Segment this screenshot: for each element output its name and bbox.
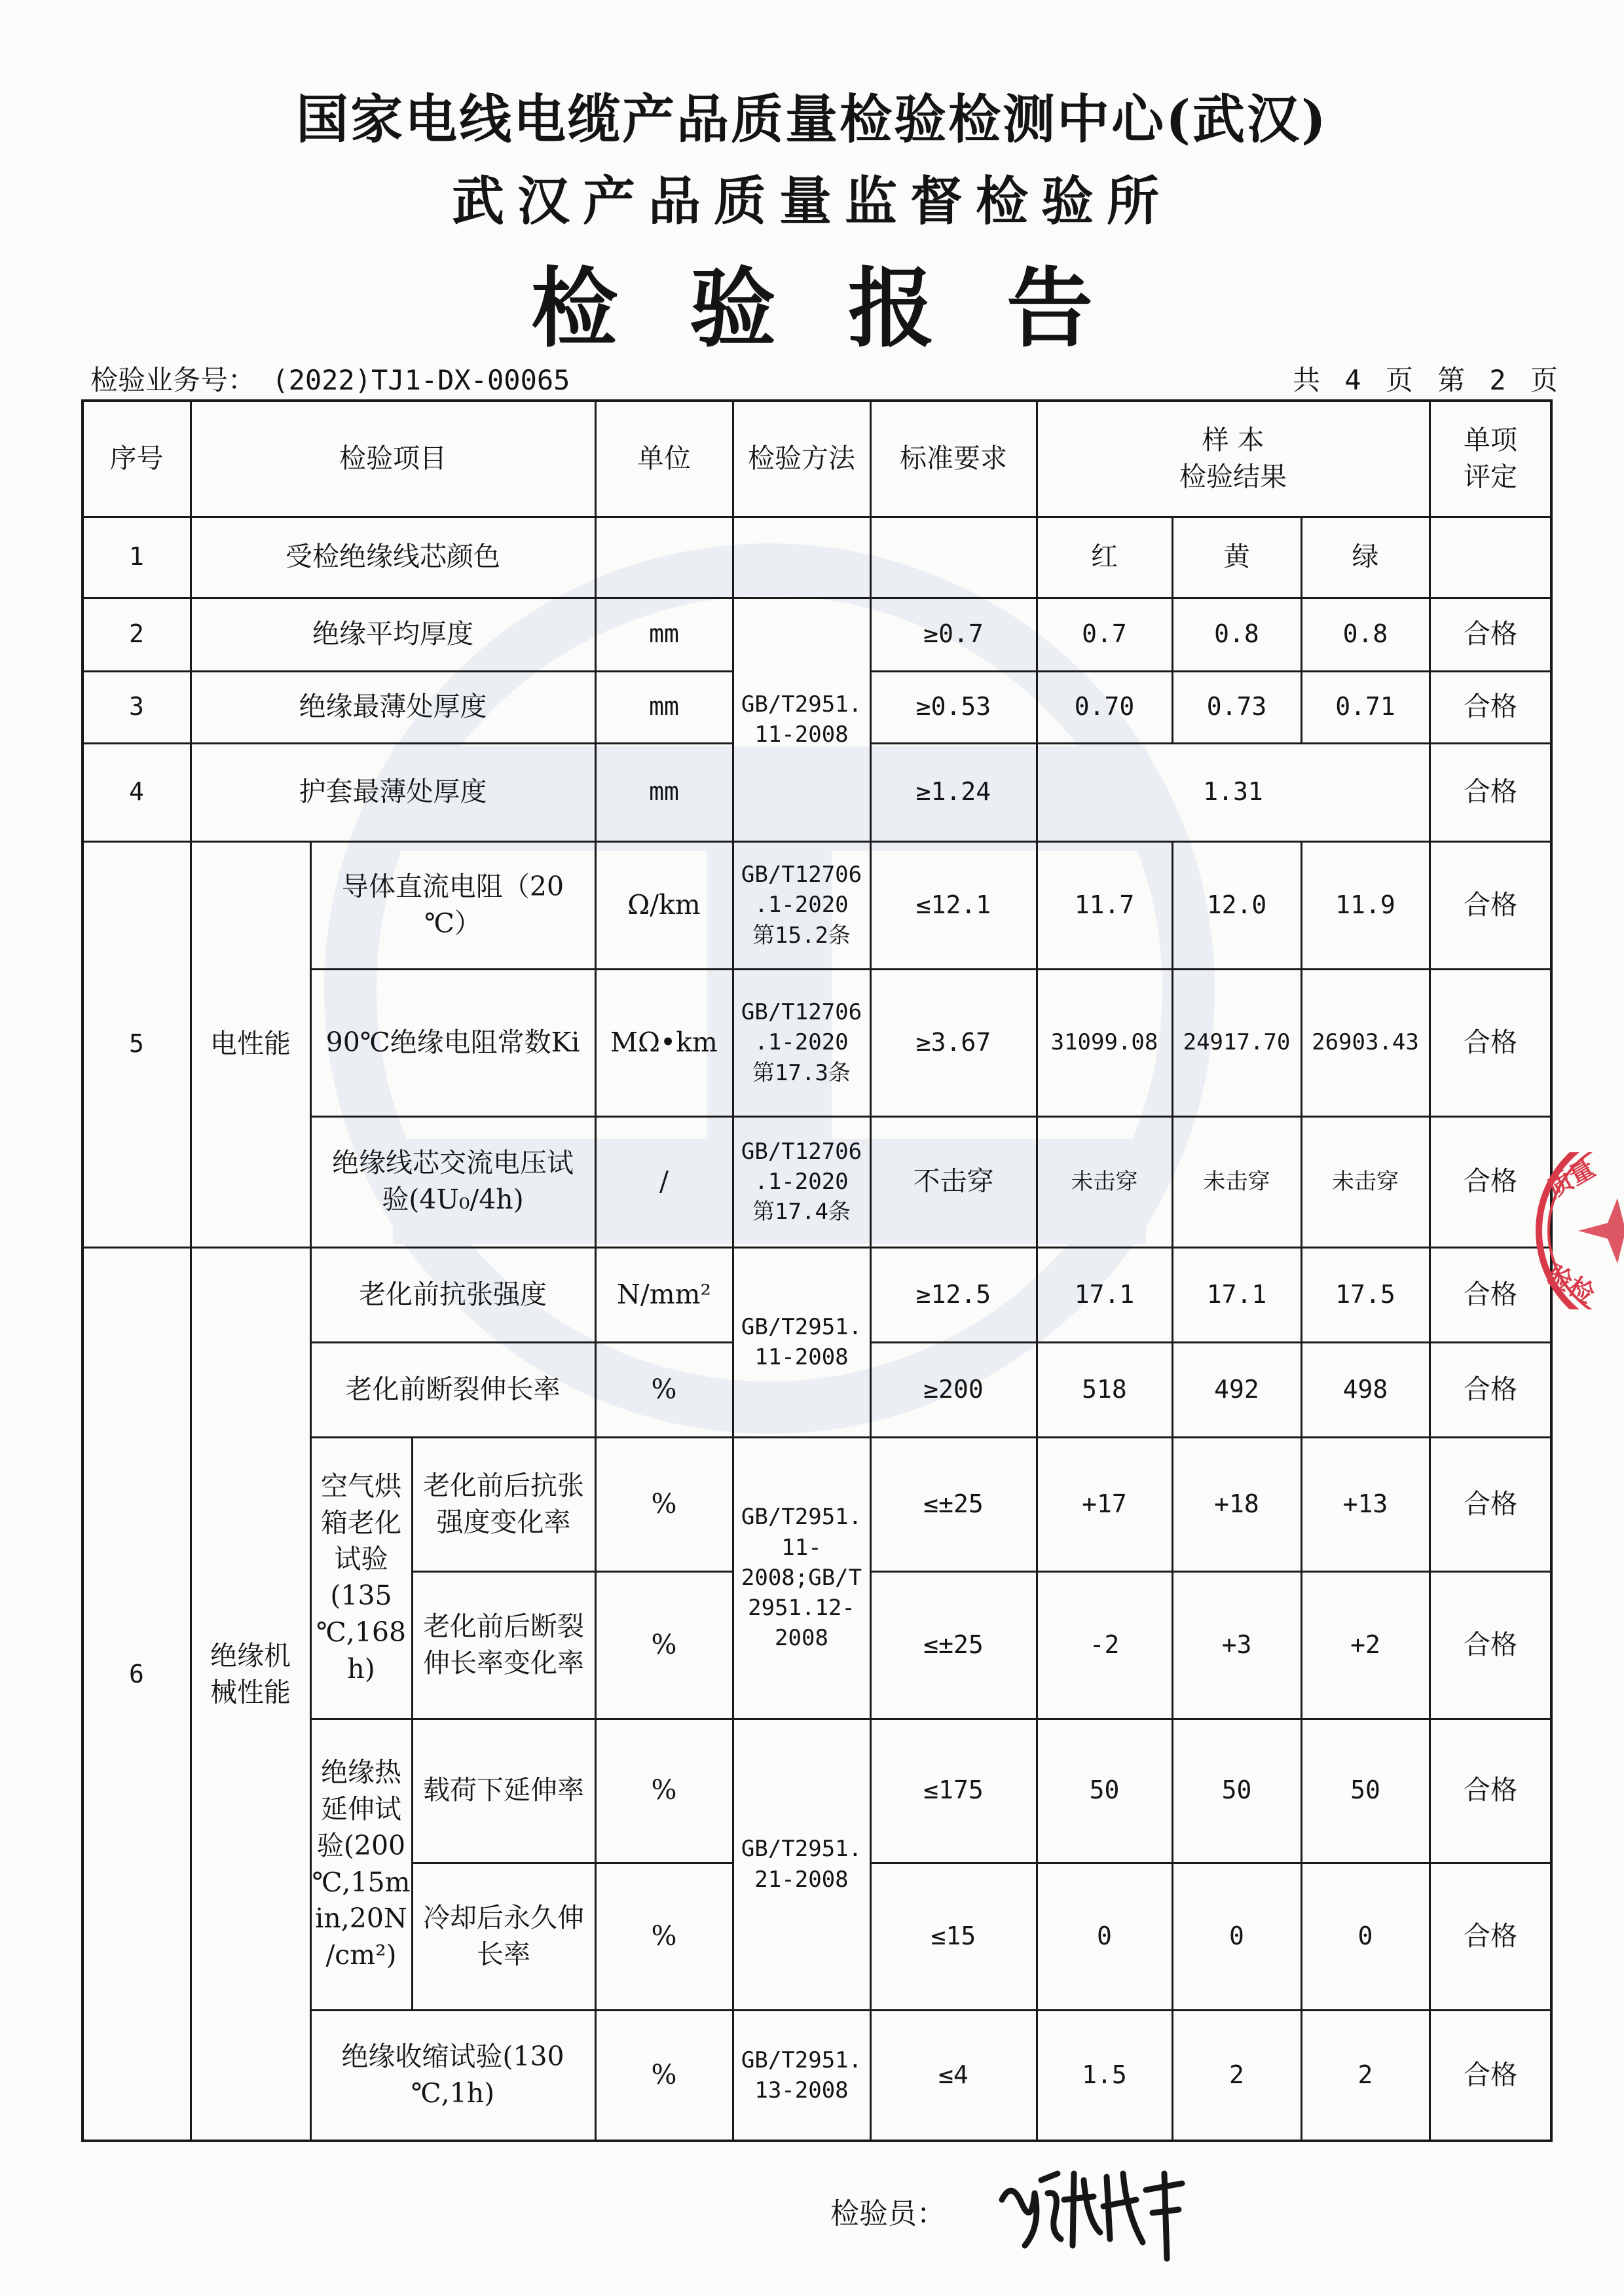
g6r2-val2: 492 xyxy=(1214,1374,1259,1404)
g6r2-unit: % xyxy=(651,1373,677,1405)
row3-req: ≥0.53 xyxy=(915,692,991,721)
g6r1-val1: 17.1 xyxy=(1074,1279,1135,1309)
method-rows-2-4: GB/T2951. 11-2008 xyxy=(741,691,862,748)
g6r1-val2: 17.1 xyxy=(1206,1279,1267,1309)
row2-val3: 0.8 xyxy=(1342,619,1388,649)
shrink-method: GB/T2951. 13-2008 xyxy=(741,2047,862,2104)
vline-val12-top xyxy=(1172,517,1173,743)
header-requirement: 标准要求 xyxy=(900,442,1007,474)
vline-unit xyxy=(595,401,597,2141)
shrink-req: ≤4 xyxy=(938,2060,969,2090)
vline-req xyxy=(870,401,872,2141)
g5r1-verdict: 合格 xyxy=(1464,888,1517,920)
g6r1-unit: N/mm² xyxy=(617,1278,711,1310)
row3-verdict: 合格 xyxy=(1464,691,1517,723)
g6r2-val3: 498 xyxy=(1342,1374,1388,1404)
g5r1-req: ≤12.1 xyxy=(915,890,991,919)
hline-r4 xyxy=(83,841,1551,843)
oven-r1-item: 老化前后抗张 强度变化率 xyxy=(423,1469,584,1538)
g6-method-a: GB/T2951. 11-2008 xyxy=(741,1313,862,1370)
hotset-r1-val2: 50 xyxy=(1221,1776,1252,1805)
oven-r2-req: ≤±25 xyxy=(923,1630,984,1659)
color-red: 红 xyxy=(1091,541,1118,573)
g5r2-val2: 24917.70 xyxy=(1183,1029,1291,1056)
oven-r2-verdict: 合格 xyxy=(1464,1628,1517,1660)
g5r3-req: 不击穿 xyxy=(913,1165,994,1197)
oven-r1-verdict: 合格 xyxy=(1464,1487,1517,1520)
hotset-r2-verdict: 合格 xyxy=(1464,1920,1517,1952)
g5r1-val2: 12.0 xyxy=(1206,890,1267,919)
header-verdict: 单项 评定 xyxy=(1464,424,1517,492)
header-method: 检验方法 xyxy=(748,442,855,474)
hline-r1 xyxy=(83,597,1551,599)
oven-r1-val2: +18 xyxy=(1214,1489,1259,1518)
hline-oven2 xyxy=(310,1718,1551,1720)
row4-item: 护套最薄处厚度 xyxy=(299,776,487,808)
row1-item: 受检绝缘线芯颜色 xyxy=(286,541,500,573)
vline-result xyxy=(1036,401,1038,2141)
g5r1-unit: Ω/km xyxy=(627,888,701,920)
row4-req: ≥1.24 xyxy=(915,777,991,807)
g5r3-val1: 未击穿 xyxy=(1071,1168,1138,1195)
vline-seq xyxy=(190,401,192,2141)
oven-r2-val1: -2 xyxy=(1089,1630,1120,1659)
g5r2-item: 90℃绝缘电阻常数Ki xyxy=(325,1026,580,1058)
row2-val2: 0.8 xyxy=(1214,619,1259,649)
hotset-r1-val1: 50 xyxy=(1089,1776,1120,1805)
g6r1-req: ≥12.5 xyxy=(915,1279,991,1309)
shrink-item: 绝缘收缩试验(130 ℃,1h) xyxy=(341,2041,564,2109)
hotset-r1-verdict: 合格 xyxy=(1464,1774,1517,1806)
hline-hot1-left xyxy=(412,1862,733,1864)
hotset-r2-unit: % xyxy=(651,1920,677,1952)
row4-value: 1.31 xyxy=(1203,777,1263,807)
oven-r1-val1: +17 xyxy=(1082,1489,1127,1518)
oven-r2-val2: +3 xyxy=(1221,1630,1252,1659)
g5r3-unit: / xyxy=(659,1165,669,1197)
row2-unit: mm xyxy=(649,619,679,649)
oven-r1-val3: +13 xyxy=(1342,1489,1388,1518)
row3-val2: 0.73 xyxy=(1206,692,1267,721)
oven-r1-unit: % xyxy=(651,1487,677,1520)
group5-seq: 5 xyxy=(129,1029,144,1059)
g5r1-val3: 11.9 xyxy=(1335,890,1395,919)
row2-val1: 0.7 xyxy=(1082,619,1127,649)
official-seal-icon xyxy=(1526,1152,1624,1309)
g6r2-val1: 518 xyxy=(1082,1374,1127,1404)
hline-hot1-right xyxy=(870,1862,1551,1864)
row3-seq: 3 xyxy=(129,692,144,721)
shrink-val3: 2 xyxy=(1357,2060,1373,2090)
hline-g6r1-left xyxy=(310,1341,733,1343)
group5-label: 电性能 xyxy=(210,1028,291,1060)
shrink-val2: 2 xyxy=(1229,2060,1244,2090)
hotset-r2-val1: 0 xyxy=(1097,1921,1112,1950)
hline-g5 xyxy=(83,1247,1551,1248)
color-green: 绿 xyxy=(1352,541,1379,573)
g5r2-method: GB/T12706 .1-2020 第17.3条 xyxy=(741,999,862,1086)
hline-r3-right xyxy=(870,742,1551,744)
hotset-r2-val3: 0 xyxy=(1357,1921,1373,1950)
oven-aging-label: 空气烘 箱老化 试验 (135 ℃,168 h) xyxy=(316,1470,407,1685)
hotset-r1-val3: 50 xyxy=(1350,1776,1380,1805)
hotset-r1-item: 载荷下延伸率 xyxy=(423,1774,584,1806)
row4-verdict: 合格 xyxy=(1464,776,1517,808)
header-result: 样 本 检验结果 xyxy=(1179,424,1287,492)
g5r3-val2: 未击穿 xyxy=(1203,1168,1270,1195)
hotset-r2-item: 冷却后永久伸 长率 xyxy=(423,1901,584,1970)
group6-seq: 6 xyxy=(129,1659,144,1688)
row2-req: ≥0.7 xyxy=(923,619,984,649)
g6r1-verdict: 合格 xyxy=(1464,1278,1517,1310)
g6-method-b: GB/T2951. 11- 2008;GB/T 2951.12- 2008 xyxy=(741,1504,862,1652)
row4-seq: 4 xyxy=(129,777,144,807)
svg-text:质量: 质量 xyxy=(1542,1153,1600,1203)
g5r1-val1: 11.7 xyxy=(1074,890,1135,919)
row3-unit: mm xyxy=(649,692,679,721)
vline-method xyxy=(732,401,734,2141)
header-unit: 单位 xyxy=(637,442,691,474)
g5r3-val3: 未击穿 xyxy=(1332,1168,1399,1195)
vline-val12-bottom xyxy=(1172,841,1173,2141)
oven-r2-item: 老化前后断裂 伸长率变化率 xyxy=(423,1610,584,1679)
g5r2-unit: MΩ•km xyxy=(610,1026,718,1058)
row1-seq: 1 xyxy=(129,542,144,572)
page-indicator: 共 4 页 第 2 页 xyxy=(1292,364,1562,396)
table-border-left xyxy=(81,399,84,2142)
hotset-r1-unit: % xyxy=(651,1774,677,1806)
row2-item: 绝缘平均厚度 xyxy=(312,618,473,650)
hotset-r2-val2: 0 xyxy=(1229,1921,1244,1950)
g5r3-verdict: 合格 xyxy=(1464,1165,1517,1197)
oven-r1-req: ≤±25 xyxy=(923,1489,984,1518)
g5r2-val1: 31099.08 xyxy=(1050,1029,1158,1056)
institute-subtitle: 武汉产品质量监督检验所 xyxy=(452,170,1172,232)
report-title: 检验报告 xyxy=(531,258,1165,359)
svg-text:验检: 验检 xyxy=(1541,1259,1600,1309)
g5r3-item: 绝缘线芯交流电压试 验(4U₀/4h) xyxy=(332,1147,574,1215)
hline-r3-left xyxy=(83,742,733,744)
hline-g5r1 xyxy=(310,968,1551,970)
g5r1-method: GB/T12706 .1-2020 第15.2条 xyxy=(741,862,862,949)
inspector-signature-icon xyxy=(995,2154,1192,2265)
hline-hot2 xyxy=(310,2009,1551,2011)
row3-val1: 0.70 xyxy=(1074,692,1135,721)
hline-oven1-right xyxy=(870,1571,1551,1573)
hline-g6r2 xyxy=(310,1436,1551,1438)
row2-verdict: 合格 xyxy=(1464,618,1517,650)
g6r2-item: 老化前断裂伸长率 xyxy=(345,1373,561,1405)
oven-r2-unit: % xyxy=(651,1628,677,1660)
hotset-r1-req: ≤175 xyxy=(923,1776,984,1805)
g6r2-verdict: 合格 xyxy=(1464,1373,1517,1405)
hline-g6r1-right xyxy=(870,1341,1551,1343)
g5r2-verdict: 合格 xyxy=(1464,1026,1517,1058)
hotset-r2-req: ≤15 xyxy=(931,1921,976,1950)
hline-r2-right xyxy=(870,670,1551,672)
row4-unit: mm xyxy=(649,777,679,807)
shrink-unit: % xyxy=(651,2059,677,2091)
vline-verdict xyxy=(1429,401,1431,2141)
row2-seq: 2 xyxy=(129,619,144,649)
shrink-val1: 1.5 xyxy=(1082,2060,1127,2090)
vline-val23-top xyxy=(1301,517,1302,743)
hline-r2-left xyxy=(83,670,733,672)
color-yellow: 黄 xyxy=(1223,541,1250,573)
row3-item: 绝缘最薄处厚度 xyxy=(299,691,487,723)
g5r3-method: GB/T12706 .1-2020 第17.4条 xyxy=(741,1138,862,1226)
hline-oven1-left xyxy=(412,1571,733,1573)
table-border-bottom xyxy=(81,2140,1553,2142)
row3-val3: 0.71 xyxy=(1335,692,1395,721)
group6-label: 绝缘机 械性能 xyxy=(210,1639,291,1708)
header-seq: 序号 xyxy=(109,442,164,474)
oven-r2-val3: +2 xyxy=(1350,1630,1380,1659)
hline-g5r2 xyxy=(310,1116,1551,1118)
g5r2-val3: 26903.43 xyxy=(1312,1029,1419,1056)
vline-subitem xyxy=(310,841,312,2141)
hline-header xyxy=(83,516,1551,518)
g6-method-c: GB/T2951. 21-2008 xyxy=(741,1836,862,1893)
vline-subgroup xyxy=(411,1437,413,2010)
shrink-verdict: 合格 xyxy=(1464,2059,1517,2091)
table-border-top xyxy=(81,399,1553,402)
header-item: 检验项目 xyxy=(339,442,447,474)
institution-name: 国家电线电缆产品质量检验检测中心(武汉) xyxy=(296,88,1328,150)
g5r1-item: 导体直流电阻（20 ℃） xyxy=(341,870,564,939)
hotset-label: 绝缘热 延伸试 验(200 ℃,15m in,20N /cm²) xyxy=(312,1757,411,1971)
g5r2-req: ≥3.67 xyxy=(915,1027,991,1057)
business-number: 检验业务号： (2022)TJ1-DX-00065 xyxy=(90,364,570,396)
inspector-label: 检验员： xyxy=(830,2197,946,2231)
vline-val23-bottom xyxy=(1301,841,1302,2141)
g6r1-item: 老化前抗张强度 xyxy=(359,1278,547,1310)
g6r2-req: ≥200 xyxy=(923,1374,984,1404)
g6r1-val3: 17.5 xyxy=(1335,1279,1395,1309)
